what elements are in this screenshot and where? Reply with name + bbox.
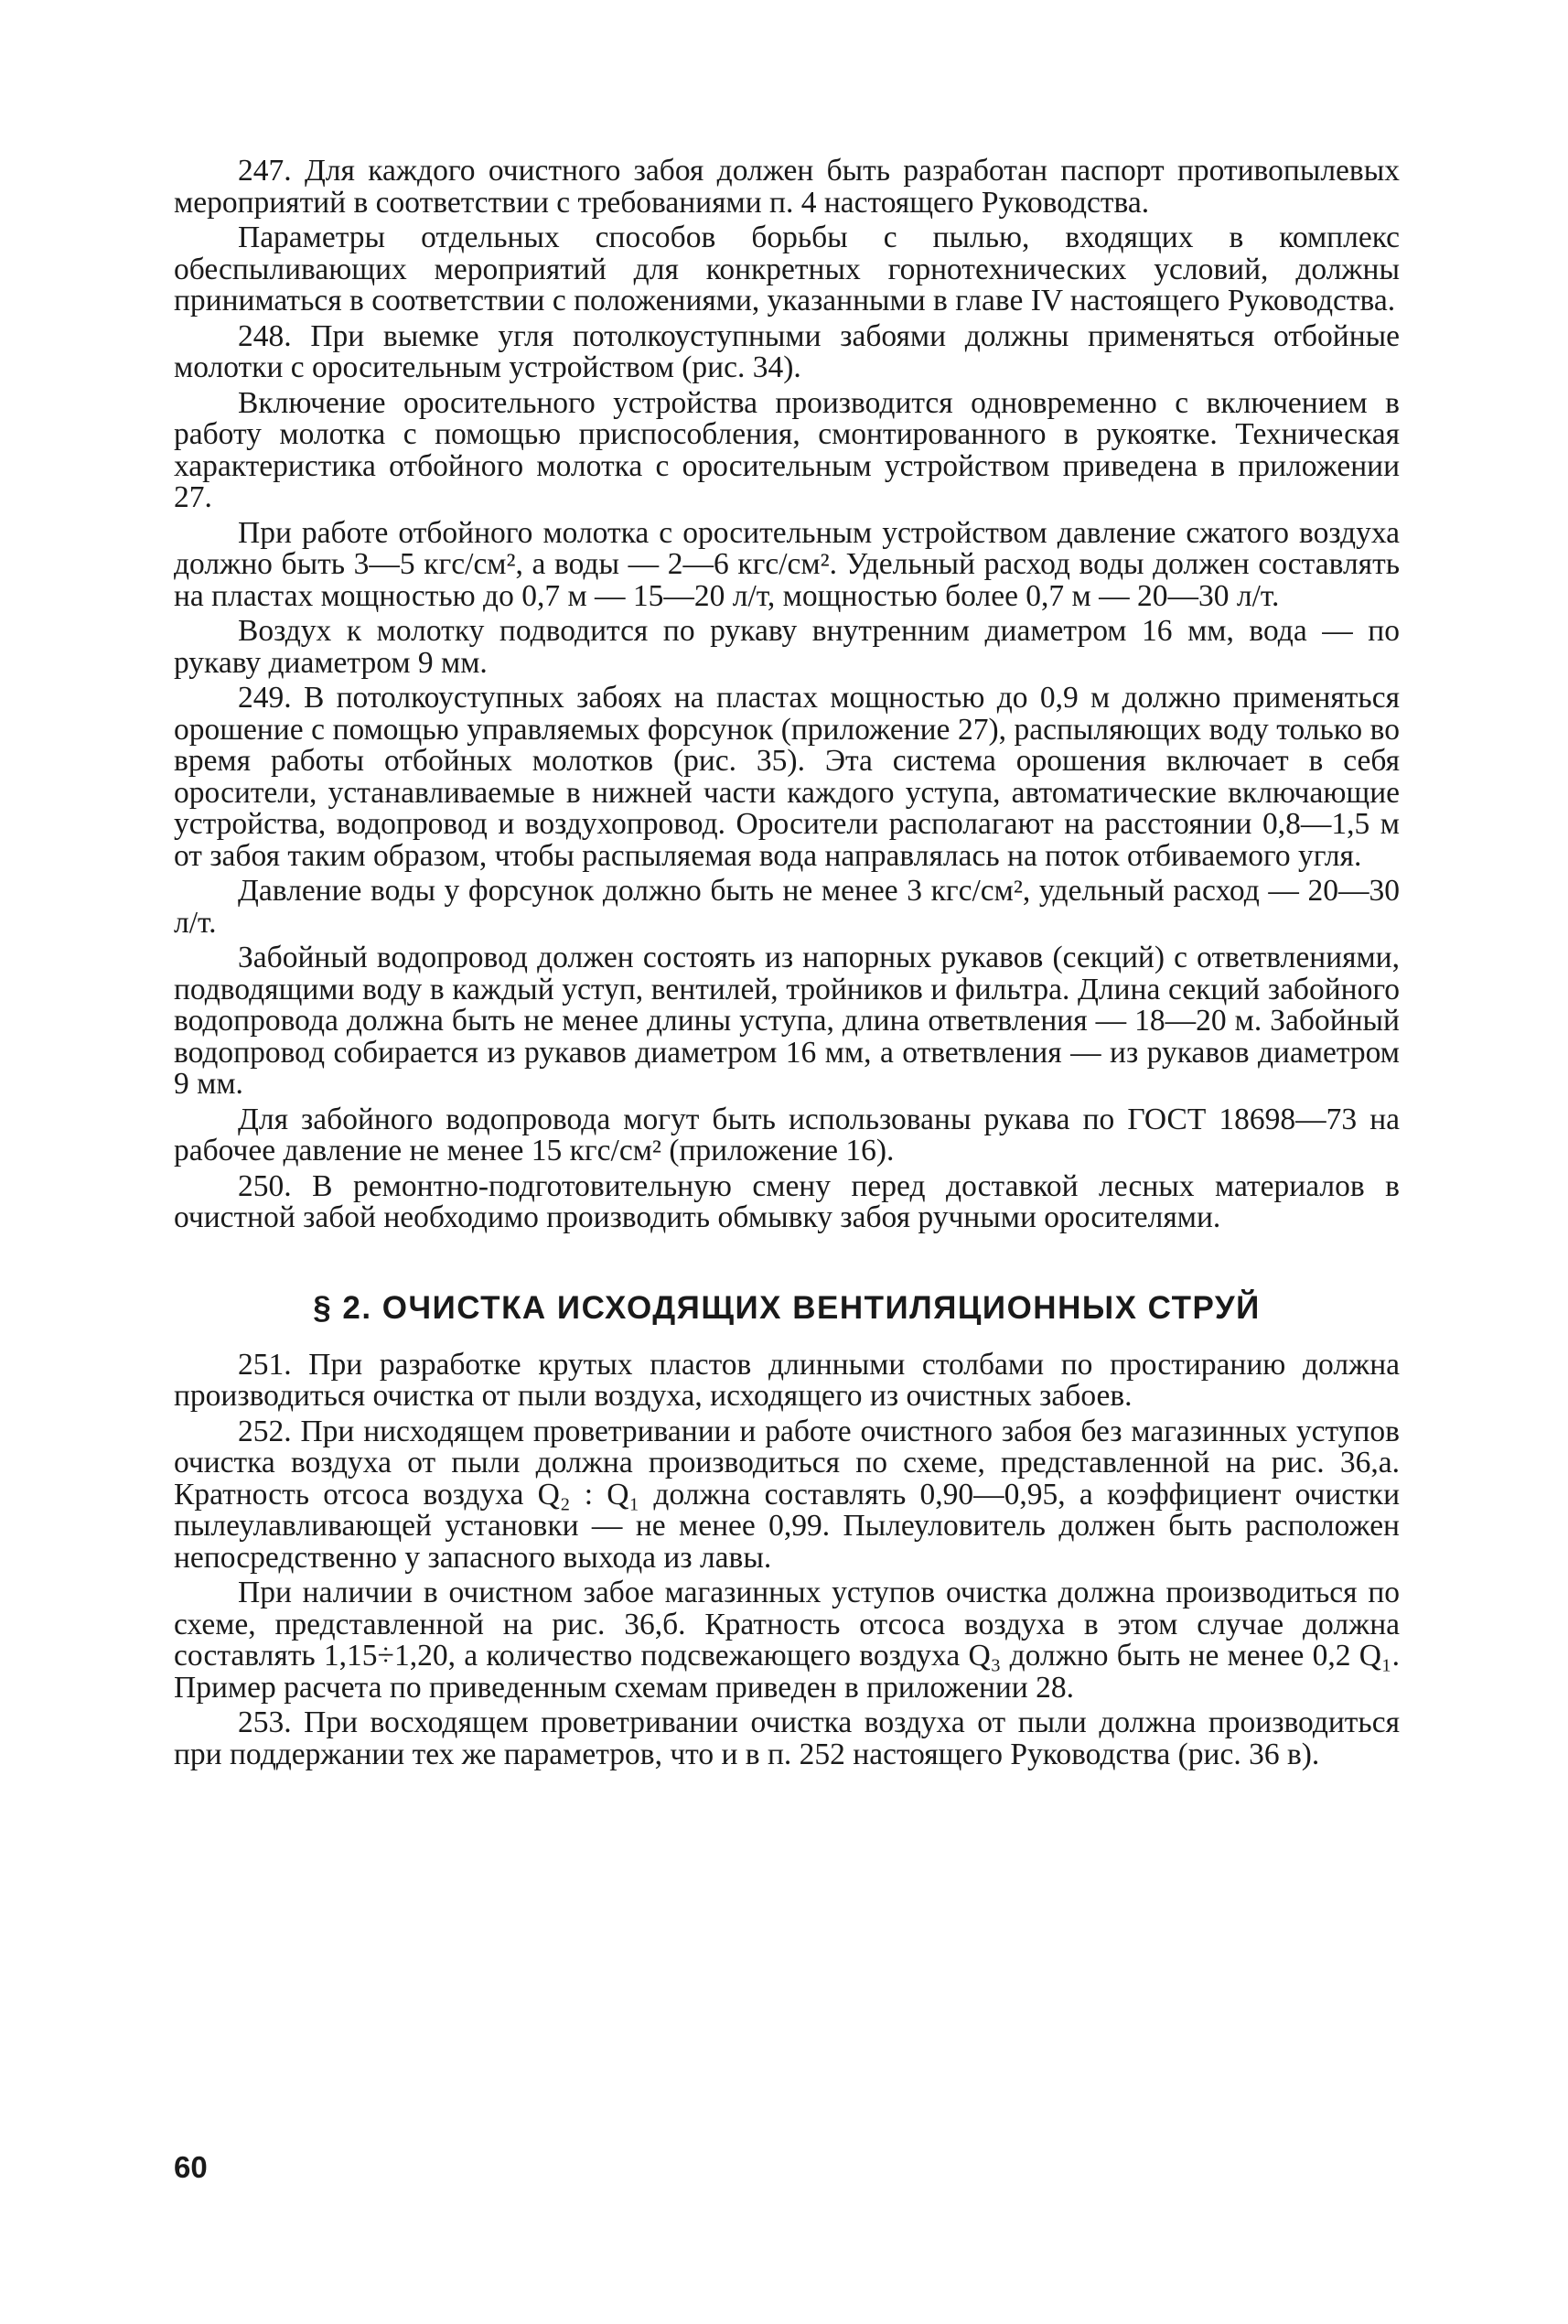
paragraph: 248. При выемке угля потолкоуступными забоями должны применяться отбойные молотки с оросительным устройством (рис. 34). <box>174 318 1400 384</box>
paragraph: Давление воды у форсунок должно быть не менее 3 кгс/см², удельный расход — 20—30 л/т. <box>174 874 1400 940</box>
paragraph: Для забойного водопровода могут быть использованы рукава по ГОСТ 18698—73 на рабочее давление не менее 15 кгс/см² (приложение 16). <box>174 1102 1400 1167</box>
paragraph: Забойный водопровод должен состоять из напорных рукавов (секций) с ответвлениями, подводящими воду в каждый уступ, вентилей, тройников и фильтра. Длина секций забойного водопровода должна быть не менее длины уступа, длина ответвления — 18—20 м. Забойный водопровод собирается из рукавов диаметром 16 мм, а ответвления — из рукавов диаметром 9 мм. <box>174 941 1400 1101</box>
paragraphs-before <box>174 156 1400 1234</box>
page-number: 60 <box>174 2150 208 2184</box>
paragraph: 249. В потолкоуступных забоях на пластах мощностью до 0,9 м должно применяться орошение с помощью управляемых форсунок (приложение 27), распыляющих воду только во время работы отбойных молотков (рис. 35). Эта система орошения включает в себя оросители, устанавливаемые в нижней части каждого уступа, автоматические включающие устройства, водопровод и воздухопровод. Оросители располагают на расстоянии 0,8—1,5 м от забоя таким образом, чтобы распыляемая вода направлялась на поток отбиваемого угля. <box>174 681 1400 873</box>
paragraph: 252. При нисходящем проветривании и работе очистного забоя без магазинных уступов очистка воздуха от пыли должна производиться по схеме, представленной на рис. 36,а. Кратность отсоса воздуха Q₂ : Q₁ должна составлять 0,90—0,95, а коэффициент очистки пылеулавливающей установки — не менее 0,99. Пылеуловитель должен быть расположен непосредственно у запасного выхода из лавы. <box>174 1414 1400 1575</box>
section-heading: § 2. ОЧИСТКА ИСХОДЯЩИХ ВЕНТИЛЯЦИОННЫХ СТРУЙ <box>313 1289 1261 1326</box>
paragraph: 247. Для каждого очистного забоя должен быть разработан паспорт противопылевых мероприятий в соответствии с требованиями п. 4 настоящего Руководства. <box>174 154 1400 220</box>
paragraph: 253. При восходящем проветривании очистка воздуха от пыли должна производиться при поддержании тех же параметров, что и в п. 252 настоящего Руководства (рис. 36 в). <box>174 1705 1400 1771</box>
paragraph: При наличии в очистном забое магазинных уступов очистка должна производиться по схеме, представленной на рис. 36,б. Кратность отсоса воздуха в этом случае должна составлять 1,15÷1,20, а количество подсвежающего воздуха Q₃ должно быть не менее 0,2 Q₁. Пример расчета по приведенным схемам приведен в приложении 28. <box>174 1576 1400 1705</box>
paragraph: При работе отбойного молотка с оросительным устройством давление сжатого воздуха должно быть 3—5 кгс/см², а воды — 2—6 кгс/см². Удельный расход воды должен составлять на пластах мощностью до 0,7 м — 15—20 л/т, мощностью более 0,7 м — 20—30 л/т. <box>174 515 1400 613</box>
paragraph: Включение оросительного устройства производится одновременно с включением в работу молотка с помощью приспособления, смонтированного в рукоятке. Техническая характеристика отбойного молотка с оросительным устройством приведена в приложении 27. <box>174 385 1400 514</box>
paragraphs-after <box>174 1347 1400 1771</box>
paragraph: Параметры отдельных способов борьбы с пылью, входящих в комплекс обеспыливающих мероприятий для конкретных горнотехнических условий, должны приниматься в соответствии с положениями, указанными в главе IV настоящего Руководства. <box>174 221 1400 317</box>
paragraph: 250. В ремонтно-подготовительную смену перед доставкой лесных материалов в очистной забой необходимо производить обмывку забоя ручными оросителями. <box>174 1168 1400 1234</box>
paragraph: Воздух к молотку подводится по рукаву внутренним диаметром 16 мм, вода — по рукаву диаметром 9 мм. <box>174 614 1400 680</box>
paragraph: 251. При разработке крутых пластов длинными столбами по простиранию должна производиться очистка от пыли воздуха, исходящего из очистных забоев. <box>174 1347 1400 1413</box>
page-body <box>174 156 1400 1774</box>
